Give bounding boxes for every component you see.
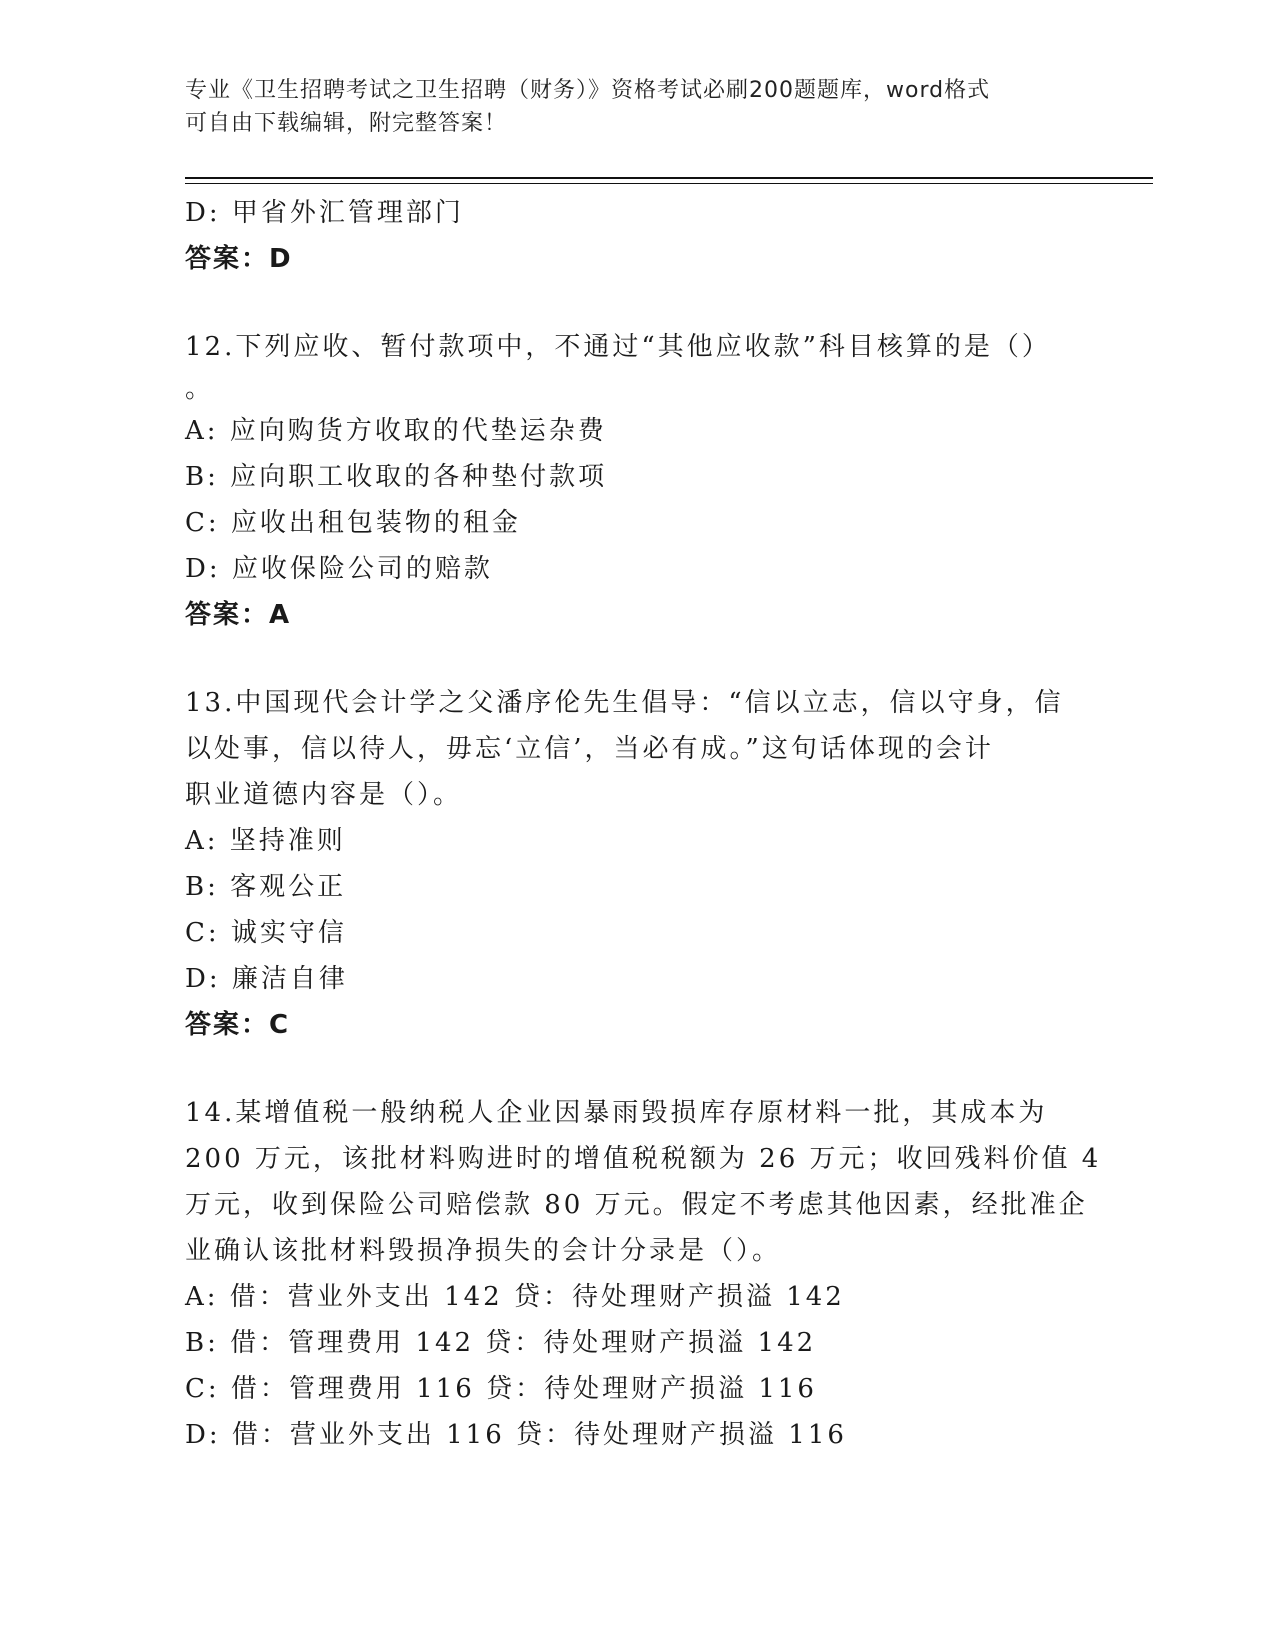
question-13-text-line-3: 职业道德内容是（）。 [185,780,463,810]
question-14-option-d: D: 借：营业外支出 116 贷：待处理财产损溢 116 [185,1420,847,1450]
question-12-option-c: C: 应收出租包装物的租金 [185,508,521,538]
question-13-answer: 答案：C [185,1010,291,1040]
question-13-option-b: B: 客观公正 [185,872,347,902]
spacer [185,638,1085,680]
header-rule-thick [185,177,1153,179]
question-12-option-b: B: 应向职工收取的各种垫付款项 [185,462,608,492]
spacer [185,282,1085,324]
spacer [185,1048,1085,1090]
question-12-answer: 答案：A [185,600,292,630]
header-rule-thin [185,183,1153,184]
question-14-option-c: C: 借：管理费用 116 贷：待处理财产损溢 116 [185,1374,817,1404]
question-12-option-d: D: 应收保险公司的赔款 [185,554,493,584]
header-line-1: 专业《卫生招聘考试之卫生招聘（财务）》资格考试必刷200题题库，word格式 [185,78,991,103]
question-12 [185,324,1085,638]
question-14-text-line-4: 业确认该批材料毁损净损失的会计分录是（）。 [185,1236,782,1266]
question-13-text-line-1: 13.中国现代会计学之父潘序伦先生倡导：“信以立志，信以守身，信 [185,688,1064,718]
question-12-option-a: A: 应向购货方收取的代垫运杂费 [185,416,607,446]
question-14-option-b: B: 借：管理费用 142 贷：待处理财产损溢 142 [185,1328,817,1358]
prev-option-d: D: 甲省外汇管理部门 [185,198,464,228]
question-12-text: 12.下列应收、暂付款项中，不通过“其他应收款”科目核算的是（） [185,332,1051,362]
question-13 [185,680,1085,1048]
document-body [185,190,1102,1458]
question-12-text-cont: 。 [185,374,215,404]
question-13-option-d: D: 廉洁自律 [185,964,348,994]
header-line-2: 可自由下载编辑，附完整答案！ [185,111,508,136]
question-14-option-a: A: 借：营业外支出 142 贷：待处理财产损溢 142 [185,1282,845,1312]
question-13-option-c: C: 诚实守信 [185,918,347,948]
question-13-option-a: A: 坚持准则 [185,826,346,856]
question-14-text-line-2: 200 万元，该批材料购进时的增值税税额为 26 万元；收回残料价值 4 [185,1144,1102,1174]
document-header [185,74,1065,140]
question-14-text-line-3: 万元，收到保险公司赔偿款 80 万元。假定不考虑其他因素，经批准企 [185,1190,1088,1220]
question-14-text-line-1: 14.某增值税一般纳税人企业因暴雨毁损库存原材料一批，其成本为 [185,1098,1048,1128]
question-14 [185,1090,1102,1458]
question-13-text-line-2: 以处事，信以待人，毋忘‘立信’，当必有成。”这句话体现的会计 [185,734,994,764]
prev-answer: 答案：D [185,244,293,274]
